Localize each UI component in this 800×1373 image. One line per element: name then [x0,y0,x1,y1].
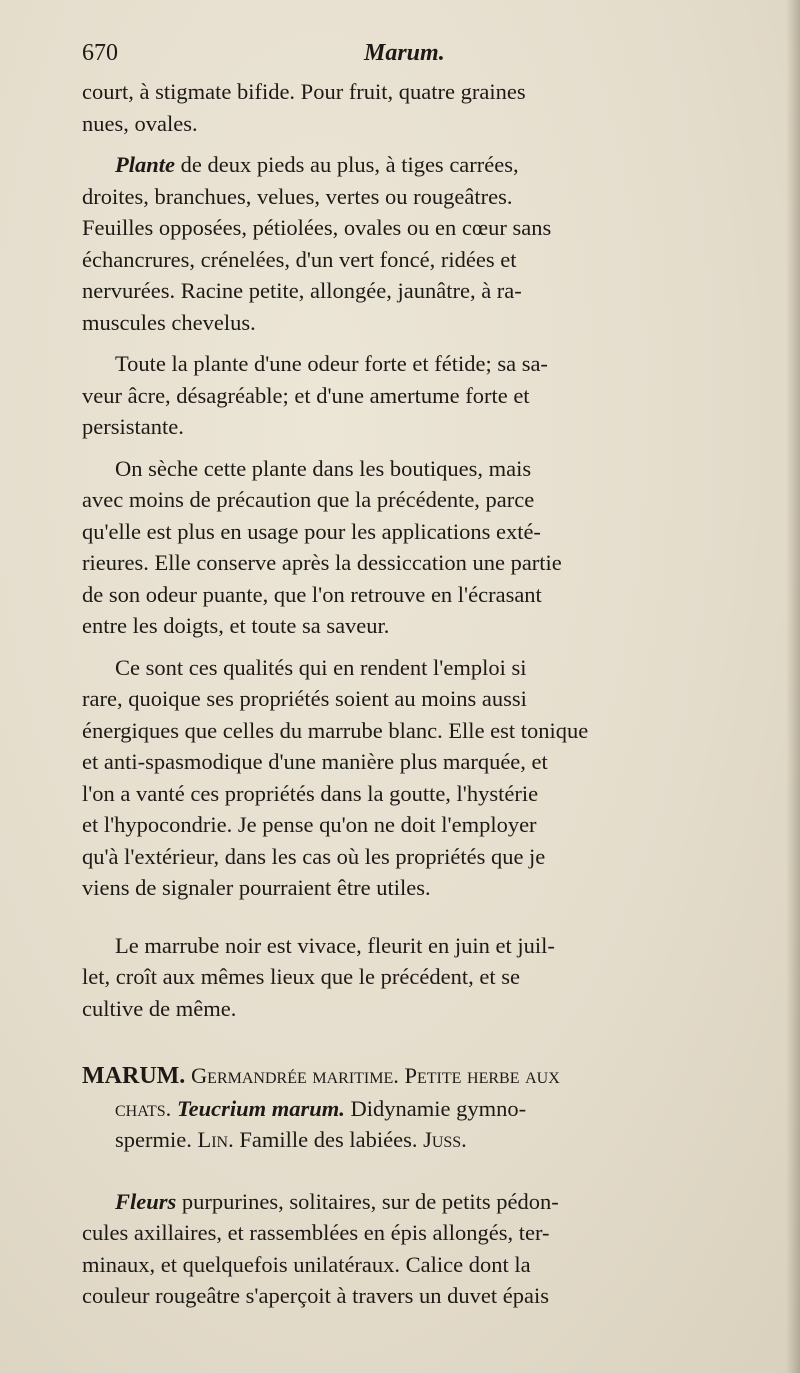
text-line: viens de signaler pourraient être utiles. [82,875,431,900]
text-line: persistante. [82,414,184,439]
text-line: Ce sont ces qualités qui en rendent l'emploi si [115,654,527,680]
entry-marum [82,1060,742,1156]
text-line: de son odeur puante, que l'on retrouve en l'écrasant [82,581,542,607]
entry-juss: Juss. [423,1127,467,1152]
entry-lin: Lin. [197,1127,234,1152]
paragraph-proprietes [82,652,742,904]
running-header [82,38,742,76]
paragraph-plante [82,149,742,338]
text-line: l'on a vanté ces propriétés dans la goutte, l'hystérie [82,780,539,806]
entry-latin-name: Teucrium marum. [176,1095,345,1121]
text-line: rare, quoique ses propriétés soient au moins aussi [82,686,527,711]
text-line: nues, ovales. [82,110,198,136]
text-line: veur âcre, désagréable; et d'une amertume forte et [82,382,530,408]
text-line: échancrures, crénelées, d'un vert foncé, ridées et [82,246,517,272]
paragraph-fleurs [82,1186,742,1312]
book-page [82,38,742,1312]
text-line: de deux pieds au plus, à tiges carrées, [175,152,519,177]
text-line: minaux, et quelquefois unilatéraux. Calice dont la [82,1251,531,1277]
entry-family: Famille des labiées. [233,1127,424,1152]
paragraph-odeur [82,348,742,443]
text-line: droites, branchues, velues, vertes ou rougeâtres. [82,183,513,209]
term-fleurs: Fleurs [115,1188,177,1214]
entry-class: Didynamie gymno- [344,1095,527,1121]
paragraph-sechage [82,453,742,642]
entry-common-name-2: chats. [115,1095,172,1121]
text-line: On sèche cette plante dans les boutiques, mais [115,455,532,481]
text-line: purpurines, solitaires, sur de petits pédon- [176,1188,559,1214]
text-line: spermie. [115,1127,198,1152]
text-line: avec moins de précaution que la précédente, parce [82,487,535,512]
page-number: 670 [82,40,118,66]
text-line: cules axillaires, et rassemblées en épis allongés, ter- [82,1220,550,1245]
text-line: et anti-spasmodique d'une manière plus marquée, et [82,749,548,774]
entry-headword: MARUM. [82,1063,186,1089]
text-line: qu'elle est plus en usage pour les applications exté- [82,518,541,544]
text-line: couleur rougeâtre s'aperçoit à travers un duvet épais [82,1283,549,1308]
text-line: Feuilles opposées, pétiolées, ovales ou en cœur sans [82,215,552,240]
page-edge-shadow [786,0,800,1373]
text-line: nervurées. Racine petite, allongée, jaunâtre, à ra- [82,278,522,303]
entry-common-name: Germandrée maritime. Petite herbe aux [190,1063,560,1088]
paragraph-fruit [82,76,742,139]
text-line: rieures. Elle conserve après la dessiccation une partie [82,550,562,575]
text-line: qu'à l'extérieur, dans les cas où les propriétés que je [82,843,546,869]
text-line: Toute la plante d'une odeur forte et fétide; sa sa- [115,351,548,376]
text-line: court, à stigmate bifide. Pour fruit, quatre graines [82,79,526,104]
paragraph-marrube-noir [82,930,742,1025]
text-line: entre les doigts, et toute sa saveur. [82,613,390,638]
term-plante: Plante [115,152,175,177]
running-title: Marum. [364,40,445,66]
text-line: énergiques que celles du marrube blanc. Elle est tonique [82,717,589,743]
text-line: cultive de même. [82,995,237,1021]
text-line: let, croît aux mêmes lieux que le précédent, et se [82,964,520,989]
text-line: Le marrube noir est vivace, fleurit en juin et juil- [115,932,555,958]
text-line: muscules chevelus. [82,309,256,335]
text-line: et l'hypocondrie. Je pense qu'on ne doit l'employer [82,812,537,837]
